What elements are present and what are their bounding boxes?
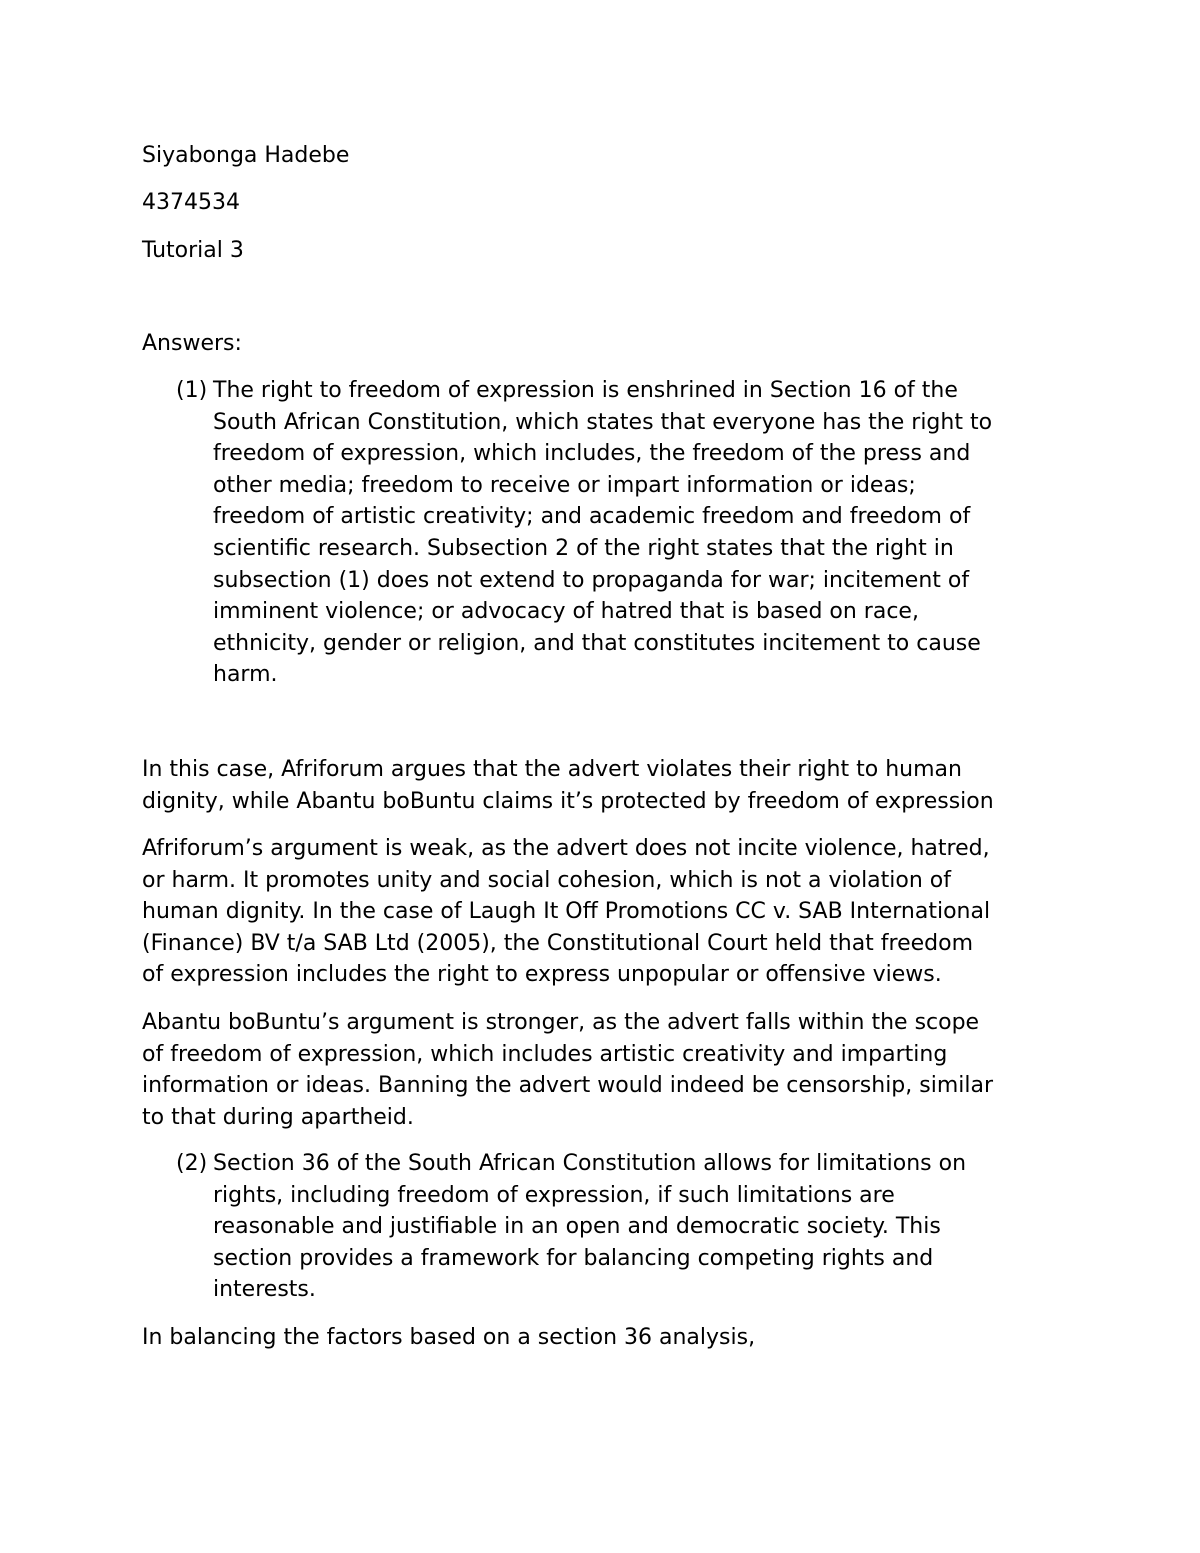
text-line: Section 36 of the South African Constitution allows for limitations on (213, 1151, 967, 1176)
answers-heading: Answers: (142, 331, 242, 356)
student-number: 4374534 (142, 190, 240, 215)
author-name: Siyabonga Hadebe (142, 143, 350, 168)
text-line: to that during apartheid. (142, 1104, 414, 1130)
text-line: section provides a framework for balancing competing rights and (213, 1245, 934, 1271)
tutorial-title: Tutorial 3 (142, 238, 244, 263)
text-line: In balancing the factors based on a section 36 analysis, (142, 1325, 756, 1350)
text-line: Afriforum’s argument is weak, as the advert does not incite violence, hatred, (142, 836, 990, 861)
text-line: ethnicity, gender or religion, and that constitutes incitement to cause (213, 630, 981, 656)
paragraph (142, 833, 1082, 991)
text-line: interests. (213, 1277, 316, 1303)
text-line: information or ideas. Banning the advert would indeed be censorship, similar (142, 1073, 994, 1099)
text-line: imminent violence; or advocacy of hatred that is based on race, (213, 599, 919, 625)
paragraph (142, 754, 1082, 817)
text-line: rights, including freedom of expression, if such limitations are (213, 1182, 895, 1208)
text-line: freedom of artistic creativity; and academic freedom and freedom of (213, 504, 971, 530)
answer-item-text (213, 1148, 1073, 1306)
text-line: scientific research. Subsection 2 of the right states that the right in (213, 535, 954, 561)
text-line: of expression includes the right to express unpopular or offensive views. (142, 962, 942, 988)
paragraph (142, 1322, 1082, 1354)
paragraph (142, 1007, 1082, 1133)
text-line: Abantu boBuntu’s argument is stronger, as the advert falls within the scope (142, 1010, 980, 1035)
list-number: (1) (176, 378, 208, 403)
text-line: reasonable and justifiable in an open and democratic society. This (213, 1214, 941, 1240)
text-line: of freedom of expression, which includes artistic creativity and imparting (142, 1041, 948, 1067)
text-line: harm. (213, 662, 278, 688)
text-line: subsection (1) does not extend to propaganda for war; incitement of (213, 567, 970, 593)
text-line: South African Constitution, which states that everyone has the right to (213, 409, 993, 435)
list-number: (2) (176, 1151, 208, 1176)
text-line: The right to freedom of expression is enshrined in Section 16 of the (213, 378, 958, 403)
text-line: In this case, Afriforum argues that the advert violates their right to human (142, 757, 962, 782)
answer-item-text (213, 375, 1073, 691)
text-line: (Finance) BV t/a SAB Ltd (2005), the Constitutional Court held that freedom (142, 930, 974, 956)
text-line: other media; freedom to receive or impart information or ideas; (213, 472, 916, 498)
text-line: human dignity. In the case of Laugh It Off Promotions CC v. SAB International (142, 899, 991, 925)
text-line: freedom of expression, which includes, the freedom of the press and (213, 441, 971, 467)
text-line: or harm. It promotes unity and social cohesion, which is not a violation of (142, 867, 952, 893)
text-line: dignity, while Abantu boBuntu claims it’s protected by freedom of expression (142, 788, 994, 814)
